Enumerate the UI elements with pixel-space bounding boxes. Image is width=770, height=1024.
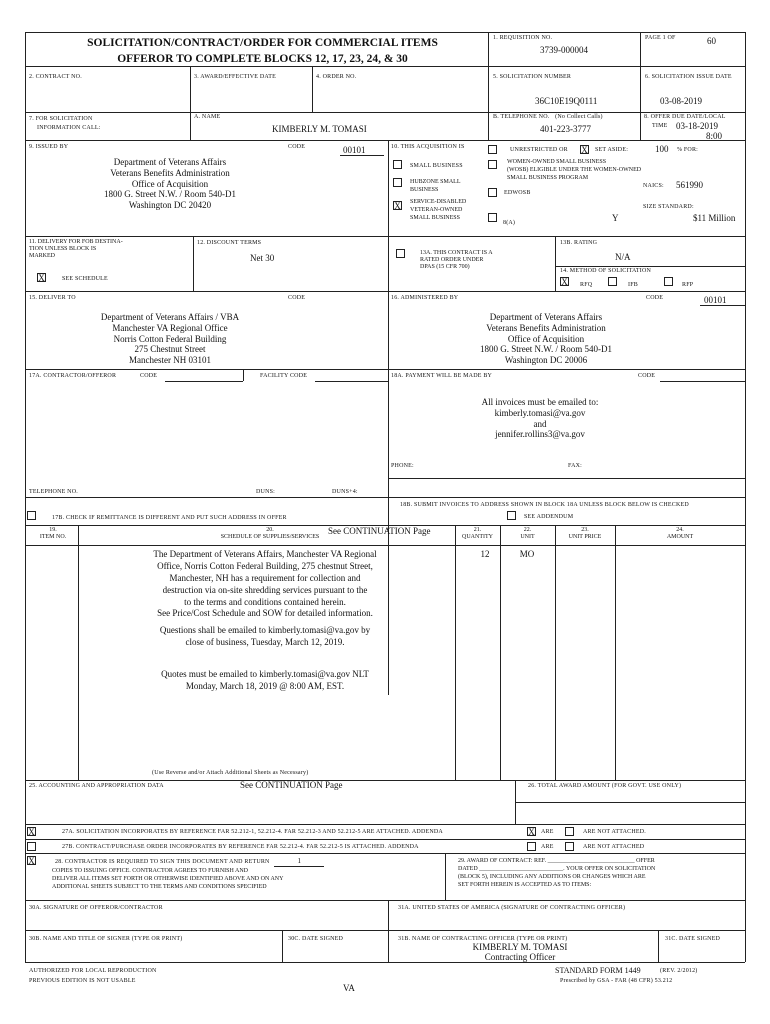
page-label: PAGE 1 OF — [645, 35, 676, 41]
contractor-label: 17A. CONTRACTOR/OFFEROR — [29, 373, 117, 379]
prescribed-by: Prescribed by GSA - FAR (48 CFR) 53.212 — [560, 978, 673, 984]
submit-invoices-label: 18B. SUBMIT INVOICES TO ADDRESS SHOWN IN BLOCK 18A UNLESS BLOCK BELOW IS CHECKED — [400, 502, 689, 508]
schedule-unit[interactable]: MO — [519, 549, 535, 559]
rfp-checkbox[interactable] — [664, 277, 673, 286]
accounting-continuation: See CONTINUATION Page — [240, 780, 343, 790]
authorized-reproduction: AUTHORIZED FOR LOCAL REPRODUCTION — [29, 968, 157, 974]
administered-code[interactable]: 00101 — [704, 295, 727, 305]
requisition-number[interactable]: 3739-000004 — [540, 45, 588, 55]
deliver-to-address: Department of Veterans Affairs / VBA Manchester VA Regional Office Norris Cotton Federal Building 275 Chestnut Street Manchester NH 03101 — [100, 312, 240, 366]
naics-code[interactable]: 561990 — [676, 180, 703, 190]
clause-27b-are: ARE — [541, 844, 554, 850]
wosb-label: WOMEN-OWNED SMALL BUSINESS (WOSB) ELIGIBLE UNDER THE WOMEN-OWNED SMALL BUSINESS PROGRAM — [507, 159, 642, 182]
contact-name[interactable]: KIMBERLY M. TOMASI — [272, 124, 367, 134]
col-amount: 24. AMOUNT — [666, 527, 694, 540]
telephone-label-text: B. TELEPHONE NO. — [493, 114, 550, 120]
fob-label: 11. DELIVERY FOR FOB DESTINA- TION UNLESS BLOCK IS MARKED — [29, 239, 123, 260]
percent-for-label: % FOR: — [677, 147, 699, 153]
telephone-label — [493, 114, 603, 121]
facility-code-label: FACILITY CODE — [260, 373, 308, 379]
form-title-line1: SOLICITATION/CONTRACT/ORDER FOR COMMERCIAL ITEMS — [87, 37, 438, 49]
deliver-to-code-label: CODE — [288, 295, 306, 301]
telephone-number[interactable]: 401-223-3777 — [540, 124, 591, 134]
form-revision: (REV. 2/2012) — [660, 968, 698, 974]
set-aside-label: SET ASIDE: — [595, 147, 629, 153]
schedule-continuation: See CONTINUATION Page — [328, 526, 431, 536]
clause-28-checkbox[interactable]: X — [28, 856, 35, 866]
administered-code-label: CODE — [646, 295, 664, 301]
naics-label: NAICS: — [643, 183, 664, 189]
small-business-checkbox[interactable] — [393, 160, 402, 169]
fax-label: FAX: — [568, 463, 583, 469]
unrestricted-label: UNRESTRICTED OR — [510, 147, 568, 153]
signature-officer-label: 31A. UNITED STATES OF AMERICA (SIGNATURE OF CONTRACTING OFFICER) — [398, 905, 626, 911]
clause-27a-label: 27A. SOLICITATION INCORPORATES BY REFERENCE FAR 52.212-1, 52.212-4. FAR 52.212-3 AND 52.212-5 ARE ATTACHED. ADDENDA — [62, 829, 443, 835]
size-standard-label: SIZE STANDARD: — [643, 204, 694, 210]
accounting-label: 25. ACCOUNTING AND APPROPRIATION DATA — [29, 783, 164, 789]
clause-27b-are-checkbox[interactable] — [527, 842, 536, 851]
clause-28-text: 28. CONTRACTOR IS REQUIRED TO SIGN THIS DOCUMENT AND RETURN — [55, 859, 270, 865]
clause-27b-label: 27B. CONTRACT/PURCHASE ORDER INCORPORATES BY REFERENCE FAR 52.212-4. FAR 52.212-5 IS ATTACHED. ADDENDA — [62, 844, 419, 850]
payment-code-label: CODE — [638, 373, 656, 379]
clause-28-rest: COPIES TO ISSUING OFFICE. CONTRACTOR AGREES TO FURNISH AND DELIVER ALL ITEMS SET FORTH OR OTHERWISE IDENTIFIED ABOVE AND ON ANY ADDITIONAL SHEETS SUBJECT TO THE TERMS AND CONDITIONS SPECIFIED — [52, 868, 284, 891]
signature-offeror-label: 30A. SIGNATURE OF OFFEROR/CONTRACTOR — [29, 905, 163, 911]
form-title — [40, 36, 485, 67]
col-quantity: 21. QUANTITY — [462, 527, 493, 540]
issued-by-label: 9. ISSUED BY — [29, 144, 69, 150]
sdvosb-checkbox[interactable]: X — [394, 201, 401, 211]
eight-a-checkbox[interactable] — [488, 213, 497, 222]
clause-28-copies[interactable]: 1 — [274, 858, 324, 867]
rfp-label: RFP — [682, 282, 694, 288]
duns-label: DUNS: — [256, 489, 276, 495]
method-label: 14. METHOD OF SOLICITATION — [560, 268, 652, 274]
phone-label: PHONE: — [391, 463, 414, 469]
schedule-description: The Department of Veterans Affairs, Manchester VA Regional Office, Norris Cotton Federal Building, 275 chestnut Street, Manchester, NH has a requirement for collection and destruction via on-site shredding services pursuant to the to the terms and conditions contained herein. See Price/Cost Schedule and SOW for detailed information. — [153, 549, 377, 619]
clause-27a-not-attached: ARE NOT ATTACHED. — [583, 829, 646, 835]
clause-28-label — [55, 858, 324, 867]
acquisition-label: 10. THIS ACQUISITION IS — [391, 144, 465, 150]
schedule-quantity[interactable]: 12 — [480, 549, 490, 559]
order-no-label: 4. ORDER NO. — [316, 74, 357, 80]
invoice-instructions: All invoices must be emailed to: kimberly.tomasi@va.gov and jennifer.rollins3@va.gov — [481, 397, 599, 440]
clause-27a-are: ARE — [541, 829, 554, 835]
contractor-telephone-label: TELEPHONE NO. — [29, 489, 78, 495]
for-solicitation-line2: INFORMATION CALL: — [37, 124, 101, 131]
issued-by-code[interactable]: 00101 — [343, 145, 366, 155]
col-schedule: 20. SCHEDULE OF SUPPLIES/SERVICES — [220, 527, 320, 540]
rfq-label: RFQ — [580, 282, 593, 288]
date-signed-31c-label: 31C. DATE SIGNED — [665, 936, 721, 942]
solicitation-number-label: 5. SOLICITATION NUMBER — [493, 74, 572, 80]
offer-due-time[interactable]: 8:00 — [706, 131, 723, 141]
contractor-code-label: CODE — [140, 373, 158, 379]
col-item-no: 19. ITEM NO. — [39, 527, 67, 540]
eight-a-value: Y — [612, 213, 619, 223]
ifb-checkbox[interactable] — [608, 277, 617, 286]
see-addendum-checkbox[interactable] — [507, 511, 516, 520]
clause-27b-checkbox[interactable] — [27, 842, 36, 851]
hubzone-checkbox[interactable] — [393, 178, 402, 187]
page-total: 60 — [707, 36, 716, 46]
rating-value: N/A — [615, 252, 631, 262]
set-aside-checkbox[interactable]: X — [581, 145, 588, 155]
rated-order-label: 13A. THIS CONTRACT IS A RATED ORDER UNDER DPAS (15 CFR 700) — [420, 250, 493, 271]
reverse-note: (Use Reverse and/or Attach Additional Sheets as Necessary) — [152, 770, 309, 776]
clause-27b-not-attached: ARE NOT ATTACHED — [583, 844, 645, 850]
payment-label: 18A. PAYMENT WILL BE MADE BY — [391, 373, 493, 379]
sdvosb-label: SERVICE-DISABLED VETERAN-OWNED SMALL BUSINESS — [410, 199, 467, 222]
small-business-label: SMALL BUSINESS — [410, 163, 463, 169]
rated-order-checkbox[interactable] — [396, 249, 405, 258]
clause-27a-not-attached-checkbox[interactable] — [565, 827, 574, 836]
officer-name-label: 31B. NAME OF CONTRACTING OFFICER (TYPE OR PRINT) — [398, 936, 568, 942]
duns4-label: DUNS+4: — [332, 489, 358, 495]
previous-edition: PREVIOUS EDITION IS NOT USABLE — [29, 978, 136, 984]
for-solicitation-label — [29, 116, 101, 131]
see-addendum-label: SEE ADDENDUM — [524, 514, 574, 520]
schedule-quotes: Quotes must be emailed to kimberly.tomasi@va.gov NLT Monday, March 18, 2019 @ 8:00 AM, EST. — [161, 669, 369, 691]
signer-name-label: 30B. NAME AND TITLE OF SIGNER (TYPE OR PRINT) — [29, 936, 183, 942]
requisition-label: 1. REQUISITION NO. — [493, 35, 553, 41]
time-label: TIME — [652, 123, 668, 129]
hubzone-label: HUBZONE SMALL BUSINESS — [410, 179, 461, 194]
contract-no-label: 2. CONTRACT NO. — [29, 74, 82, 80]
remittance-label: 17B. CHECK IF REMITTANCE IS DIFFERENT AND PUT SUCH ADDRESS IN OFFER — [52, 515, 287, 521]
schedule-questions: Questions shall be emailed to kimberly.tomasi@va.gov by close of business, Tuesday, March 12, 2019. — [159, 625, 371, 647]
discount-terms-label: 12. DISCOUNT TERMS — [197, 240, 262, 246]
form-title-line2: OFFEROR TO COMPLETE BLOCKS 12, 17, 23, 24, & 30 — [117, 52, 408, 65]
wosb-checkbox[interactable] — [488, 160, 497, 169]
set-aside-percent[interactable]: 100 — [655, 144, 669, 154]
administered-by-label: 16. ADMINISTERED BY — [391, 295, 459, 301]
solicitation-date-label: 6. SOLICITATION ISSUE DATE — [645, 74, 732, 80]
see-schedule-checkbox[interactable]: X — [38, 273, 45, 283]
remittance-checkbox[interactable] — [27, 511, 36, 520]
edwosb-checkbox[interactable] — [488, 188, 497, 197]
standard-form: STANDARD FORM 1449 — [555, 966, 641, 975]
see-schedule-label: SEE SCHEDULE — [62, 276, 108, 282]
footer-va: VA — [343, 983, 355, 993]
officer-title: Contracting Officer — [484, 952, 556, 962]
unrestricted-checkbox[interactable] — [488, 145, 497, 154]
eight-a-label: 8(A) — [503, 220, 516, 226]
solicitation-date[interactable]: 03-08-2019 — [660, 96, 702, 106]
offer-due-label: 8. OFFER DUE DATE/LOCAL — [644, 114, 726, 120]
clause-27a-are-checkbox[interactable]: X — [528, 827, 535, 837]
size-standard-value[interactable]: $11 Million — [693, 213, 736, 223]
award-date-label: 3. AWARD/EFFECTIVE DATE — [194, 74, 276, 80]
rating-label: 13B. RATING — [560, 240, 598, 246]
contact-name-label: A. NAME — [194, 114, 221, 120]
deliver-to-label: 15. DELIVER TO — [29, 295, 76, 301]
solicitation-number[interactable]: 36C10E19Q0111 — [535, 96, 598, 106]
offer-due-date[interactable]: 03-18-2019 — [676, 121, 718, 131]
col-unit: 22. UNIT — [520, 527, 535, 540]
telephone-note: (No Collect Calls) — [555, 114, 603, 120]
col-unit-price: 23. UNIT PRICE — [568, 527, 602, 540]
date-signed-30c-label: 30C. DATE SIGNED — [288, 936, 344, 942]
issued-by-address: Department of Veterans Affairs Veterans Benefits Administration Office of Acquisition 1800 G. Street N.W. / Room 540-D1 Washington DC 20420 — [104, 157, 236, 211]
issued-by-code-label: CODE — [288, 144, 306, 150]
for-solicitation-line1: 7. FOR SOLICITATION — [29, 116, 93, 122]
clause-27b-not-attached-checkbox[interactable] — [565, 842, 574, 851]
rfq-checkbox[interactable]: X — [561, 277, 568, 287]
clause-27a-checkbox[interactable]: X — [28, 827, 35, 837]
total-award-label: 26. TOTAL AWARD AMOUNT (FOR GOVT. USE ONLY) — [528, 783, 682, 789]
discount-terms[interactable]: Net 30 — [250, 253, 275, 263]
clause-29-label: 29. AWARD OF CONTRACT: REF. _____________________________ OFFER DATED ____________________________. YOUR OFFER ON SOLICITATION (BLOCK 5), INCLUDING ANY ADDITIONS OR CHANGES WHICH ARE SET FORTH HEREIN IS ACCEPTED AS TO ITEMS: — [458, 858, 656, 889]
edwosb-label: EDWOSB — [504, 190, 531, 196]
administered-address: Department of Veterans Affairs Veterans Benefits Administration Office of Acquisition 1800 G. Street N.W. / Room 540-D1 Washington DC 20006 — [480, 312, 612, 366]
ifb-label: IFB — [628, 282, 638, 288]
officer-name: KIMBERLY M. TOMASI — [472, 942, 568, 952]
